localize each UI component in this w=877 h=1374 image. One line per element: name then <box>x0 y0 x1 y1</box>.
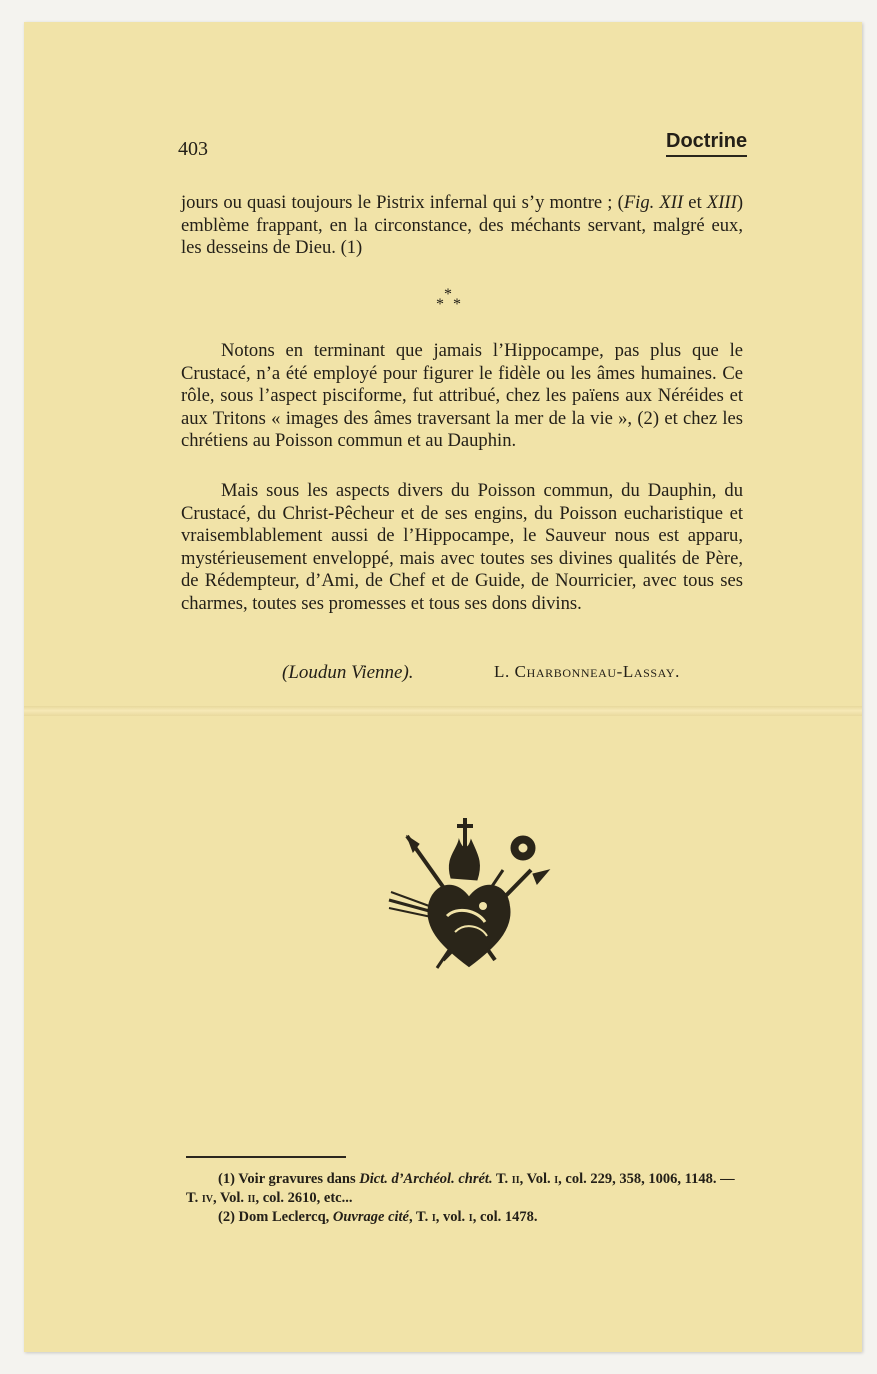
p1-text-b: et <box>683 192 707 213</box>
fn2-title: Ouvrage cité <box>332 1209 409 1225</box>
paragraph-1 <box>181 192 743 260</box>
fn1-volume: i <box>554 1171 559 1187</box>
section-separator <box>428 288 468 318</box>
separator-star-top: * <box>444 286 452 303</box>
p1-fig-ref: Fig. XII <box>623 192 684 213</box>
footnote-1 <box>186 1170 746 1208</box>
p1-text-c: ) emblème frappant, en la circonstance, des méchants servant, malgré eux, les desseins de Dieu. (1) <box>181 192 744 259</box>
sacred-heart-emblem-icon <box>385 818 553 974</box>
fn1-text-c: , Vol. <box>519 1171 555 1187</box>
fn2-text-c: , vol. <box>435 1209 469 1225</box>
fn2-text-a: (2) Dom Leclercq, <box>218 1209 333 1225</box>
separator-star-left: * <box>436 296 444 313</box>
fn1-volume-2: ii <box>247 1190 256 1206</box>
fn2-text-b: , T. <box>409 1209 432 1225</box>
fn2-text-d: , col. 1478. <box>472 1209 538 1225</box>
paragraph-2: Notons en terminant que jamais l’Hippocampe, pas plus que le Crustacé, n’a été employé pour figurer le fidèle ou les âmes humaines. Ce rôle, sous l’aspect pisciforme, fut attribué, chez les païens aux Néréides et aux Tritons « images des âmes traversant la mer de la vie », (2) et chez les chrétiens au Poisson commun et au Dauphin. <box>181 340 743 452</box>
fn1-text-e: , Vol. <box>212 1190 248 1206</box>
fn1-text-b: T. <box>492 1171 512 1187</box>
p1-fig-ref-2: XIII <box>706 192 737 213</box>
running-head: Doctrine <box>666 130 747 157</box>
fn2-tome: i <box>431 1209 436 1225</box>
page-number: 403 <box>178 138 208 160</box>
fn1-text-a: (1) Voir gravures dans <box>218 1171 360 1187</box>
fn1-tome-2: iv <box>201 1190 213 1206</box>
fn1-title: Dict. d’Archéol. chrét. <box>359 1171 493 1187</box>
p1-text-a: jours ou quasi toujours le Pistrix infernal qui s’y montre ; ( <box>181 192 624 213</box>
signature-place: (Loudun Vienne). <box>282 662 414 683</box>
separator-star-right: * <box>453 296 461 313</box>
fn1-tome: ii <box>511 1171 520 1187</box>
fn2-volume: i <box>468 1209 473 1225</box>
footnotes <box>186 1170 746 1227</box>
paragraph-3: Mais sous les aspects divers du Poisson commun, du Dauphin, du Crustacé, du Christ-Pêcheur et de ses engins, du Poisson eucharistique et vraisemblablement aussi de l’Hippocampe, le Sauveur nous est apparu, mystérieusement enveloppé, mais avec toutes ses divines qualités de Père, de Rédempteur, d’Ami, de Chef et de Guide, de Nourricier, avec tous ses charmes, toutes ses promesses et tous ses dons divins. <box>181 480 743 614</box>
signature-author: L. Charbonneau-Lassay. <box>494 662 680 681</box>
fn1-text-d: , col. 229, 358, 1006, 1148. — T. <box>186 1171 735 1206</box>
paper-fold <box>24 706 862 716</box>
fn1-text-f: , col. 2610, etc... <box>255 1190 353 1206</box>
footnote-2 <box>186 1208 746 1227</box>
footnote-rule <box>186 1156 346 1158</box>
